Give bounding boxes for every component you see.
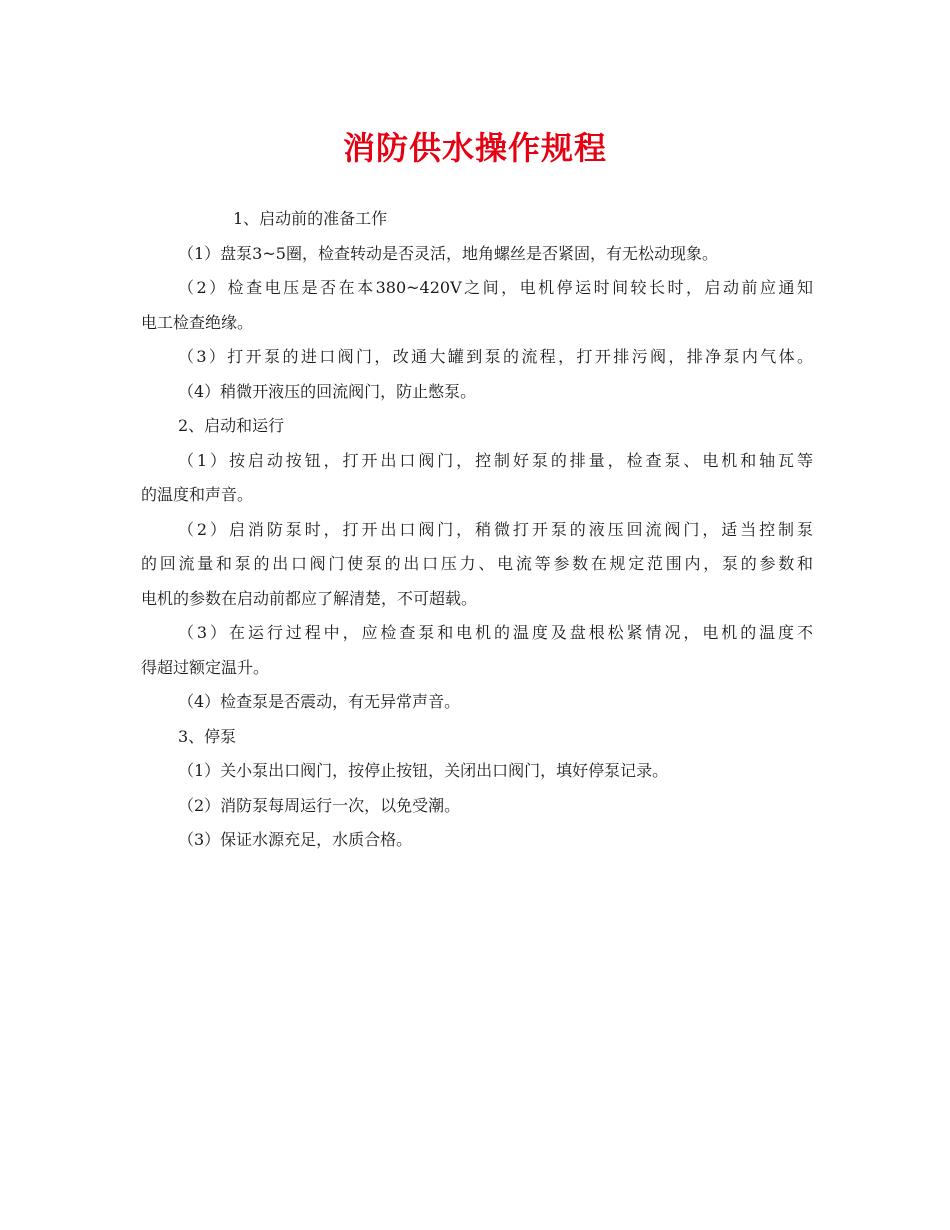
document-title: 消防供水操作规程 — [342, 129, 607, 167]
paragraph-line: （1）关小泵出口阀门，按停止按钮，关闭出口阀门，填好停泵记录。 — [178, 761, 669, 780]
paragraph-line: （2）消防泵每周运行一次，以免受潮。 — [178, 795, 461, 815]
section-heading-prep: 1、启动前的准备工作 — [233, 209, 388, 228]
paragraph-line: （1）按启动按钮，打开出口阀门，控制好泵的排量，检查泵、电机和轴瓦等 — [178, 450, 813, 470]
section-heading-run: 2、启动和运行 — [178, 416, 285, 435]
section-heading-stop: 3、停泵 — [178, 726, 237, 746]
paragraph-line: （3）保证水源充足，水质合格。 — [178, 830, 413, 849]
paragraph-line: （4）稍微开液压的回流阀门，防止憋泵。 — [178, 381, 477, 401]
paragraph-line: （3）在运行过程中，应检查泵和电机的温度及盘根松紧情况，电机的温度不 — [178, 623, 813, 642]
paragraph-line: 电机的参数在启动前都应了解清楚，不可超载。 — [141, 588, 478, 608]
paragraph-line: （4）检查泵是否震动，有无异常声音。 — [178, 692, 461, 711]
paragraph-line: （2）启消防泵时，打开出口阀门，稍微打开泵的液压回流阀门，适当控制泵 — [178, 519, 813, 539]
paragraph-line: 的回流量和泵的出口阀门使泵的出口压力、电流等参数在规定范围内，泵的参数和 — [141, 554, 813, 573]
paragraph-line: 电工检查绝缘。 — [141, 312, 254, 332]
document-body — [141, 202, 813, 858]
paragraph-line: 的温度和声音。 — [141, 485, 254, 504]
paragraph-line: （2）检查电压是否在本380~420V之间，电机停运时间较长时，启动前应通知 — [178, 278, 813, 297]
paragraph-line: 得超过额定温升。 — [141, 657, 270, 677]
paragraph-line: （1）盘泵3~5圈，检查转动是否灵活，地角螺丝是否紧固，有无松动现象。 — [178, 243, 718, 263]
paragraph-line: （3）打开泵的进口阀门，改通大罐到泵的流程，打开排污阀，排净泵内气体。 — [178, 347, 813, 366]
